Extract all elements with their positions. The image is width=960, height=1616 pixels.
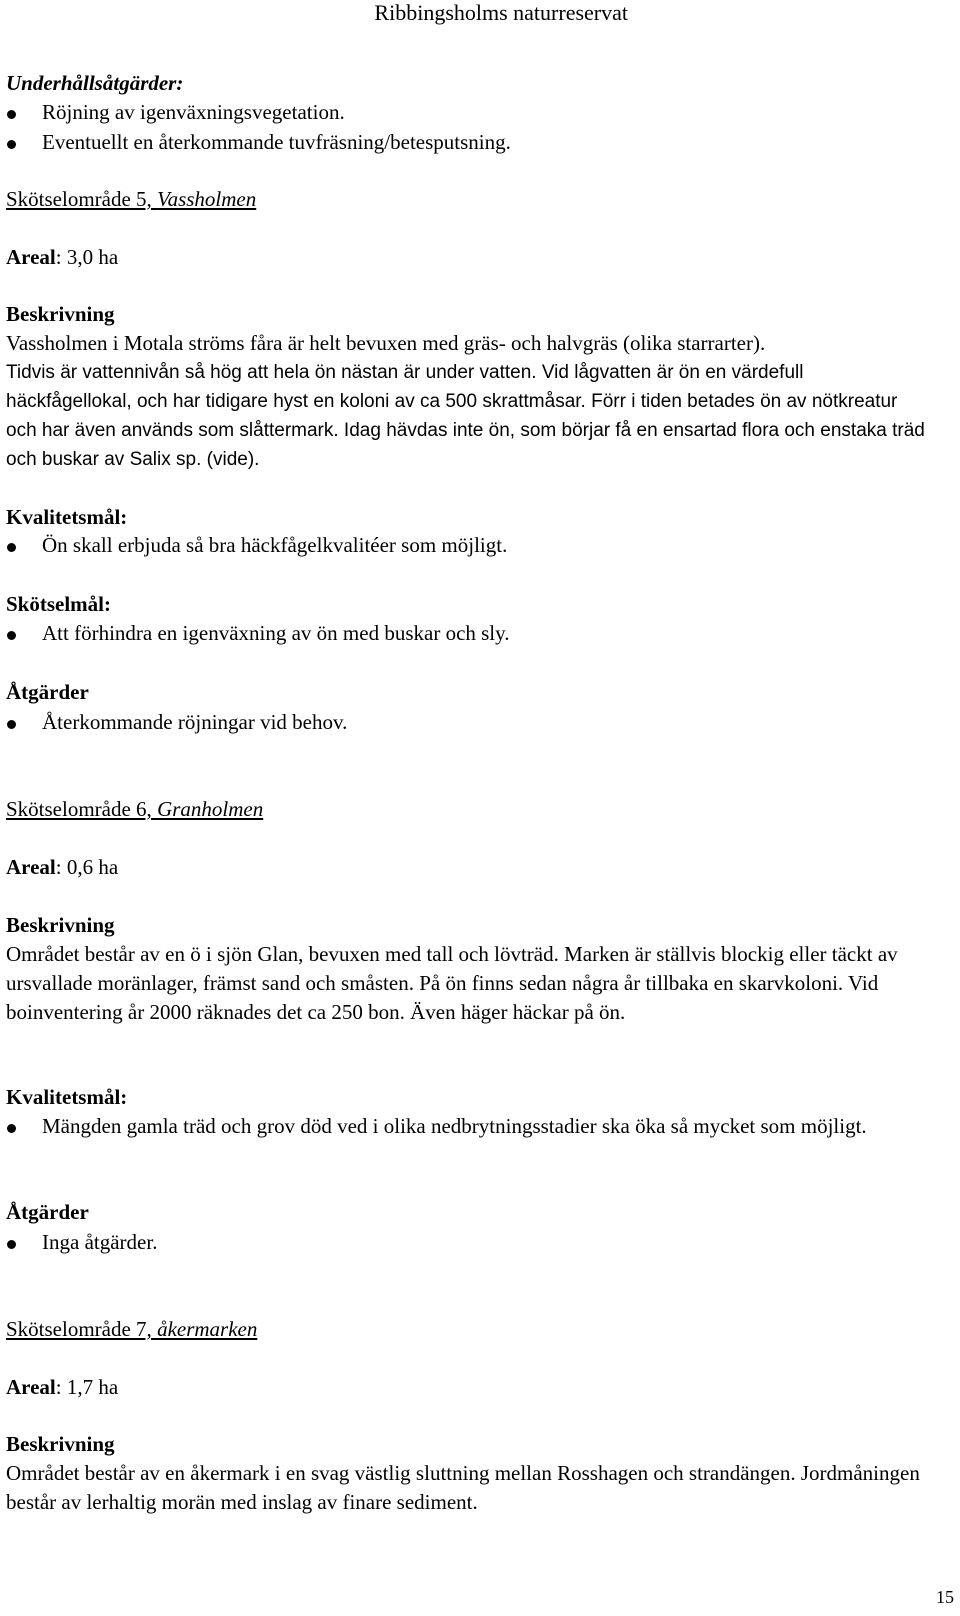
areal-7: Areal: 1,7 ha xyxy=(6,1375,119,1399)
beskrivning-text-5: Tidvis är vattennivån så hög att hela ön nästan är under vatten. Vid lågvatten är ön en värdefull häckfågellokal, och har tidigare hyst en koloni av ca 500 skrattmåsar. Förr i tiden betades ön av nötkreatur och har även används som slåttermark. Idag hävdas inte ön, som börjar få en ensartad flora och enstaka träd och buskar av Salix sp. (vide). xyxy=(6,362,925,470)
bullet-icon xyxy=(7,631,16,640)
skotselmal-label-5: Skötselmål: xyxy=(6,592,111,616)
atgarder-label-5: Åtgärder xyxy=(6,680,89,704)
kvalitetsmal-label-6: Kvalitetsmål: xyxy=(6,1085,128,1109)
bullet-icon xyxy=(7,720,16,729)
beskrivning-text-7: Området består av en åkermark i en svag västlig sluttning mellan Rosshagen och strandängen. Jordmåningen består av lerhaltig morän med inslag av finare sediment. xyxy=(6,1461,920,1514)
running-header: Ribbingsholms naturreservat xyxy=(374,0,628,25)
bullet-icon xyxy=(7,1124,16,1133)
bullet-icon xyxy=(7,110,16,119)
areal-5: Areal: 3,0 ha xyxy=(6,245,119,269)
page-number: 15 xyxy=(936,1587,954,1607)
section-title-5: Skötselområde 5, Vassholmen xyxy=(6,187,257,211)
section-title-7: Skötselområde 7, åkermarken xyxy=(6,1317,258,1341)
section-title-6: Skötselområde 6, Granholmen xyxy=(6,797,264,821)
bullet-icon xyxy=(7,543,16,552)
beskrivning-line1-5: Vassholmen i Motala ströms fåra är helt bevuxen med gräs- och halvgräs (olika starrarter). xyxy=(6,331,766,355)
beskrivning-label-6: Beskrivning xyxy=(6,913,115,937)
beskrivning-label-7: Beskrivning xyxy=(6,1432,115,1456)
beskrivning-text-6: Området består av en ö i sjön Glan, bevuxen med tall och lövträd. Marken är ställvis blockig eller täckt av ursvallade moränlager, främst sand och småsten. På ön finns sedan några år tillbaka en skarvkoloni. Vid boinventering år 2000 räknades det ca 250 bon. Även häger häckar på ön. xyxy=(6,942,898,1024)
atgarder-label-6: Åtgärder xyxy=(6,1200,89,1224)
bullet-icon xyxy=(7,140,16,149)
bullet-icon xyxy=(7,1240,16,1249)
document-page: Ribbingsholms naturreservat Underhållsåtgärder: Röjning av igenväxningsvegetation. Eventuellt en återkommande tuvfräsning/betesputsning. Skötselområde 5, Vassholmen Areal: 3,0 ha Beskrivning Vassholmen i Motala ströms fåra är helt bevuxen med gräs- och halvgräs (olika starrarter). Tidvis är vattennivån så hög att hela ön nästan är under vatten. Vid lågvatten är ön en värdefull häckfågellokal, och har tidigare hyst en koloni av ca 500 skrattmåsar. Förr i tiden betades ön av nötkreatur och har även används som slåttermark. Idag hävdas inte ön, som börjar få en ensartad flora och enstaka träd och buskar av Salix sp. (vide). Kvalitetsmål: Ön skall erbjuda så bra häckfågelkvalitéer som möjligt. Skötselmål: Att förhindra en igenväxning av ön med buskar och sly. Åtgärder Återkommande röjningar vid behov. Skötselområde 6, Granholmen Areal: 0,6 ha Beskrivning Området består av en ö i sjön Glan, bevuxen med tall och lövträd. Marken är ställvis blockig eller täckt av ursvallade moränlager, främst sand och småsten. På ön finns sedan några år tillbaka en skarvkoloni. Vid boinventering år 2000 räknades det ca 250 bon. Även häger häckar på ön. Kvalitetsmål: Mängden gamla träd och grov död ved i olika nedbrytningsstadier ska öka så mycket som möjligt. Åtgärder Inga åtgärder. Skötselområde 7, åkermarken Areal: 1,7 ha Beskrivning Området består av en åkermark i en svag västlig sluttning mellan Rosshagen och strandängen. Jordmåningen består av lerhaltig morän med inslag av finare sediment. 15 xyxy=(0,0,960,1616)
underhall-heading: Underhållsåtgärder: xyxy=(6,71,184,95)
beskrivning-label-5: Beskrivning xyxy=(6,302,115,326)
kvalitetsmal-label-5: Kvalitetsmål: xyxy=(6,505,128,529)
areal-6: Areal: 0,6 ha xyxy=(6,855,119,879)
